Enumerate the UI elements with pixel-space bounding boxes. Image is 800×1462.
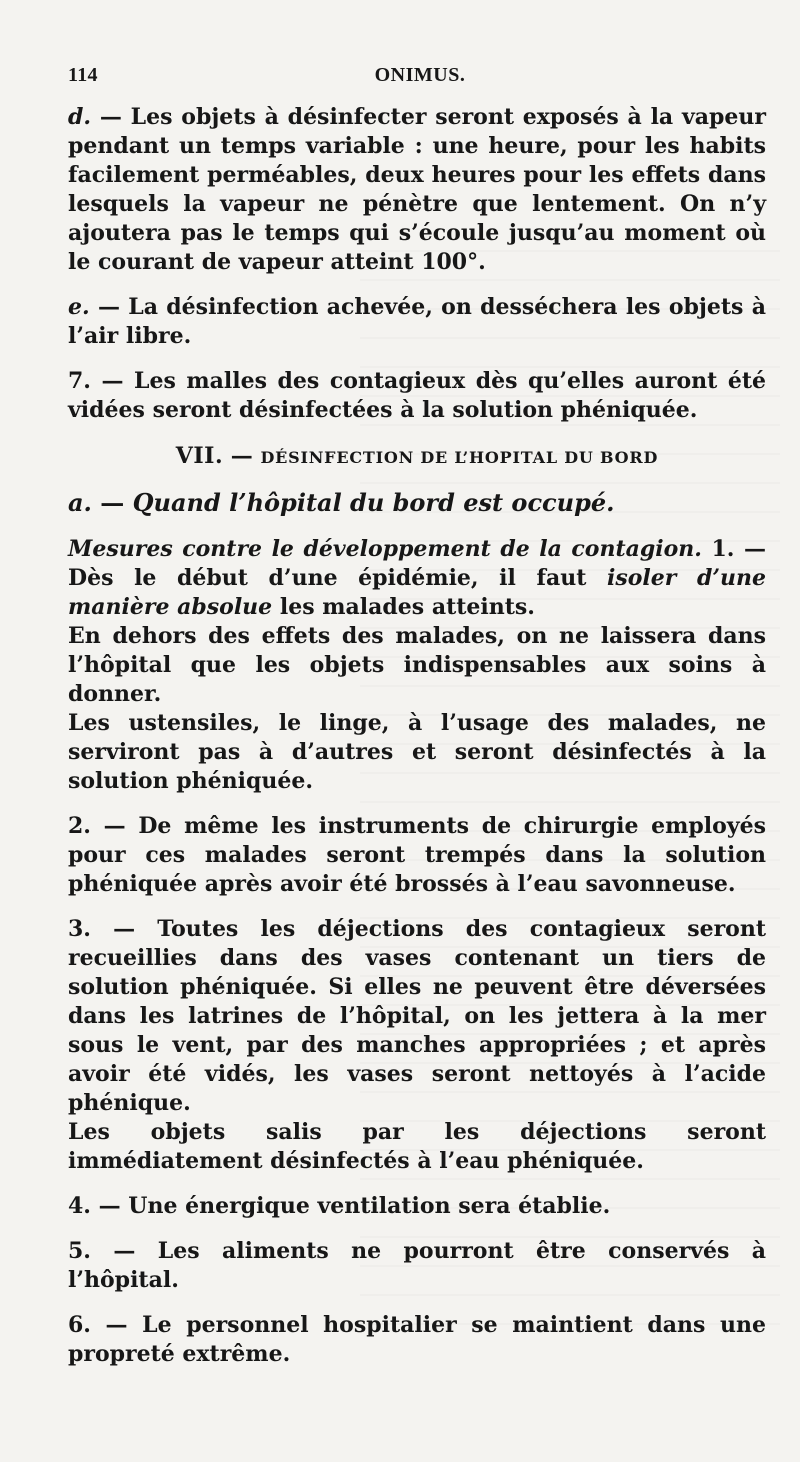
paragraph-effects-text: En dehors des effets des malades, on ne laissera dans l’hôpital que les objets indispensables aux soins à donner. — [68, 623, 766, 707]
section-dash: — — [223, 443, 261, 469]
paragraph-d-label: d. — [68, 104, 92, 130]
paragraph-5-label: 5. — [68, 1238, 91, 1264]
paragraph-ustensiles — [68, 709, 766, 796]
paragraph-d — [68, 103, 766, 277]
paragraph-ustensiles-text: Les ustensiles, le linge, à l’usage des malades, ne serviront pas à d’autres et seront désinfectés à la solution phéniquée. — [68, 710, 766, 794]
paragraph-2 — [68, 812, 766, 899]
paragraph-3-text: — Toutes les déjections des contagieux seront recueillies dans des vases contenant un tiers de solution phéniquée. Si elles ne peuvent être déversées dans les latrines de l’hôpital, on les jettera à la mer sous le vent, par des manches appropriées ; et après avoir été vidés, les vases seront nettoyés à l’acide phénique. — [68, 916, 766, 1116]
paragraph-1-text-a: — Dès le début d’une épidémie, il faut — [68, 536, 766, 591]
paragraph-1 — [68, 535, 766, 622]
paragraph-3-label: 3. — [68, 916, 91, 942]
paragraph-6-label: 6. — [68, 1312, 91, 1338]
section-roman-numeral: VII. — [175, 443, 224, 469]
paragraph-6 — [68, 1311, 766, 1369]
section-title: DÉSINFECTION DE L’HOPITAL DU BORD — [260, 448, 659, 467]
subheading-a-title: Quand l’hôpital du bord est occupé. — [132, 488, 615, 517]
paragraph-2-label: 2. — [68, 813, 91, 839]
paragraph-2-text: — De même les instruments de chirurgie employés pour ces malades seront trempés dans la solution phéniquée après avoir été brossés à l’eau savonneuse. — [68, 813, 766, 897]
paragraph-e-label: e. — [68, 294, 90, 320]
paragraph-7 — [68, 367, 766, 425]
paragraph-4 — [68, 1192, 766, 1221]
paragraph-5-text: — Les aliments ne pourront être conservés à l’hôpital. — [68, 1238, 766, 1293]
paragraph-e-text: — La désinfection achevée, on desséchera les objets à l’air libre. — [68, 294, 766, 349]
paragraph-7-label: 7. — [68, 368, 91, 394]
paragraph-objets-salis — [68, 1118, 766, 1176]
paragraph-4-label: 4. — [68, 1193, 91, 1219]
paragraph-e — [68, 293, 766, 351]
subheading-a-label: a. — [68, 488, 92, 517]
subheading-a — [68, 488, 766, 519]
paragraph-1-emphasis: isoler d’une manière absolue — [68, 565, 766, 620]
section-heading — [68, 442, 766, 472]
page-number: 114 — [68, 64, 98, 86]
running-head: ONIMUS. — [374, 64, 466, 86]
paragraph-3 — [68, 915, 766, 1118]
paragraph-effects — [68, 622, 766, 709]
paragraph-1-lead: Mesures contre le développement de la contagion. — [68, 536, 702, 562]
subheading-a-dash: — — [91, 488, 133, 517]
paragraph-7-text: — Les malles des contagieux dès qu’elles auront été vidées seront désinfectées à la solution phéniquée. — [68, 368, 766, 423]
paragraph-1-text-b: les malades atteints. — [272, 594, 535, 620]
paragraph-1-number: 1. — [701, 536, 735, 562]
paragraph-5 — [68, 1237, 766, 1295]
paragraph-6-text: — Le personnel hospitalier se maintient dans une propreté extrême. — [68, 1312, 766, 1367]
paragraph-d-text: — Les objets à désinfecter seront exposés à la vapeur pendant un temps variable : une heure, pour les habits facilement perméables, deux heures pour les effets dans lesquels la vapeur ne pénètre que lentement. On n’y ajoutera pas le temps qui s’écoule jusqu’au moment où le courant de vapeur atteint 100°. — [68, 104, 766, 275]
paragraph-objets-salis-text: Les objets salis par les déjections seront immédiatement désinfectés à l’eau phéniquée. — [68, 1119, 766, 1174]
body-text — [68, 103, 766, 1369]
page-header — [68, 64, 772, 90]
paragraph-4-text: — Une énergique ventilation sera établie. — [90, 1193, 611, 1219]
